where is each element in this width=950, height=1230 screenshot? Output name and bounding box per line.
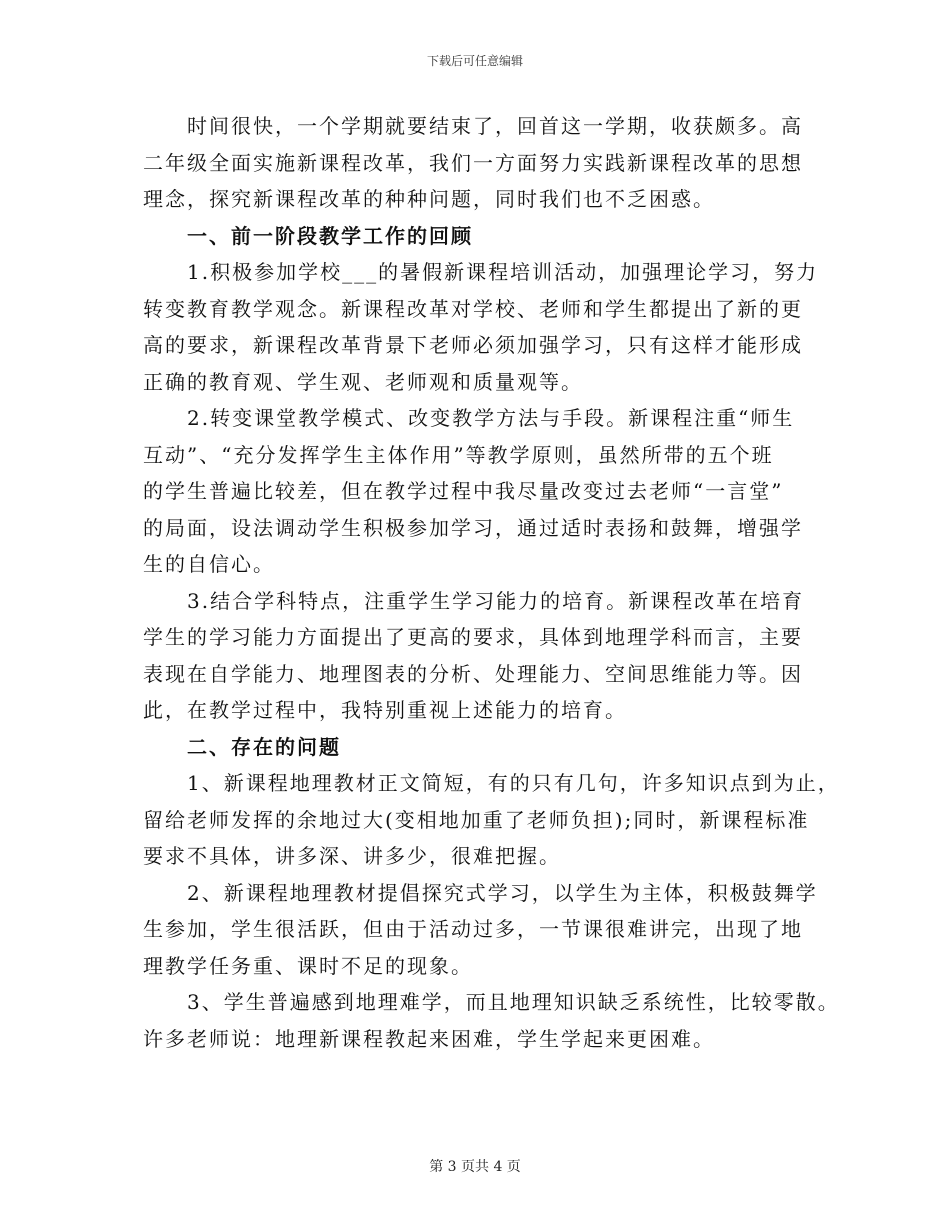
- paragraph-line: 生参加，学生很活跃，但由于活动过多，一节课很难讲完，出现了地: [143, 917, 803, 941]
- paragraph-line: 理念，探究新课程改革的种种问题，同时我们也不乏困惑。: [143, 187, 715, 211]
- paragraph-line: 3、学生普遍感到地理难学，而且地理知识缺乏系统性，比较零散。: [187, 990, 840, 1014]
- section-heading: 二、存在的问题: [187, 734, 341, 759]
- paragraph-line: 表现在自学能力、地理图表的分析、处理能力、空间思维能力等。因: [143, 661, 803, 686]
- paragraph-line: 学生的学习能力方面提出了更高的要求，具体到地理学科而言，主要: [143, 625, 803, 649]
- paragraph-line: 1.积极参加学校___的暑假新课程培训活动，加强理论学习，努力: [187, 260, 819, 284]
- paragraph-line: 许多老师说：地理新课程教起来困难，学生学起来更困难。: [143, 1026, 715, 1051]
- paragraph-line: 的学生普遍比较差，但在教学过程中我尽量改变过去老师“一言堂”: [143, 479, 784, 503]
- paragraph-line: 2、新课程地理教材提倡探究式学习，以学生为主体，积极鼓舞学: [187, 880, 818, 905]
- page-footer: 第 3 页共 4 页: [429, 1159, 521, 1175]
- paragraph-line: 理教学任务重、课时不足的现象。: [143, 953, 473, 978]
- paragraph-line: 此，在教学过程中，我特别重视上述能力的培育。: [143, 698, 627, 722]
- paragraph-line: 2.转变课堂教学模式、改变教学方法与手段。新课程注重“师生: [187, 406, 795, 430]
- paragraph-line: 生的自信心。: [143, 552, 275, 576]
- paragraph-line: 转变教育教学观念。新课程改革对学校、老师和学生都提出了新的更: [143, 296, 803, 321]
- paragraph-line: 时间很快，一个学期就要结束了，回首这一学期，收获颇多。高: [187, 114, 803, 138]
- paragraph-line: 要求不具体，讲多深、讲多少，很难把握。: [143, 844, 561, 868]
- section-heading: 一、前一阶段教学工作的回顾: [187, 223, 473, 248]
- paragraph-line: 留给老师发挥的余地过大(变相地加重了老师负担);同时，新课程标准: [143, 807, 810, 832]
- paragraph-line: 高的要求，新课程改革背景下老师必须加强学习，只有这样才能形成: [143, 333, 803, 357]
- paragraph-line: 3.结合学科特点，注重学生学习能力的培育。新课程改革在培育: [187, 588, 805, 613]
- paragraph-line: 二年级全面实施新课程改革，我们一方面努力实践新课程改革的思想: [143, 150, 803, 175]
- paragraph-line: 1、新课程地理教材正文简短，有的只有几句，许多知识点到为止，: [187, 771, 840, 795]
- paragraph-line: 互动”、“充分发挥学生主体作用”等教学原则，虽然所带的五个班: [143, 442, 774, 467]
- paragraph-line: 的局面，设法调动学生积极参加学习，通过适时表扬和鼓舞，增强学: [143, 515, 803, 540]
- document-body: [143, 108, 840, 1057]
- paragraph-line: 正确的教育观、学生观、老师观和质量观等。: [143, 369, 583, 394]
- page-header: 下载后可任意编辑: [426, 54, 523, 68]
